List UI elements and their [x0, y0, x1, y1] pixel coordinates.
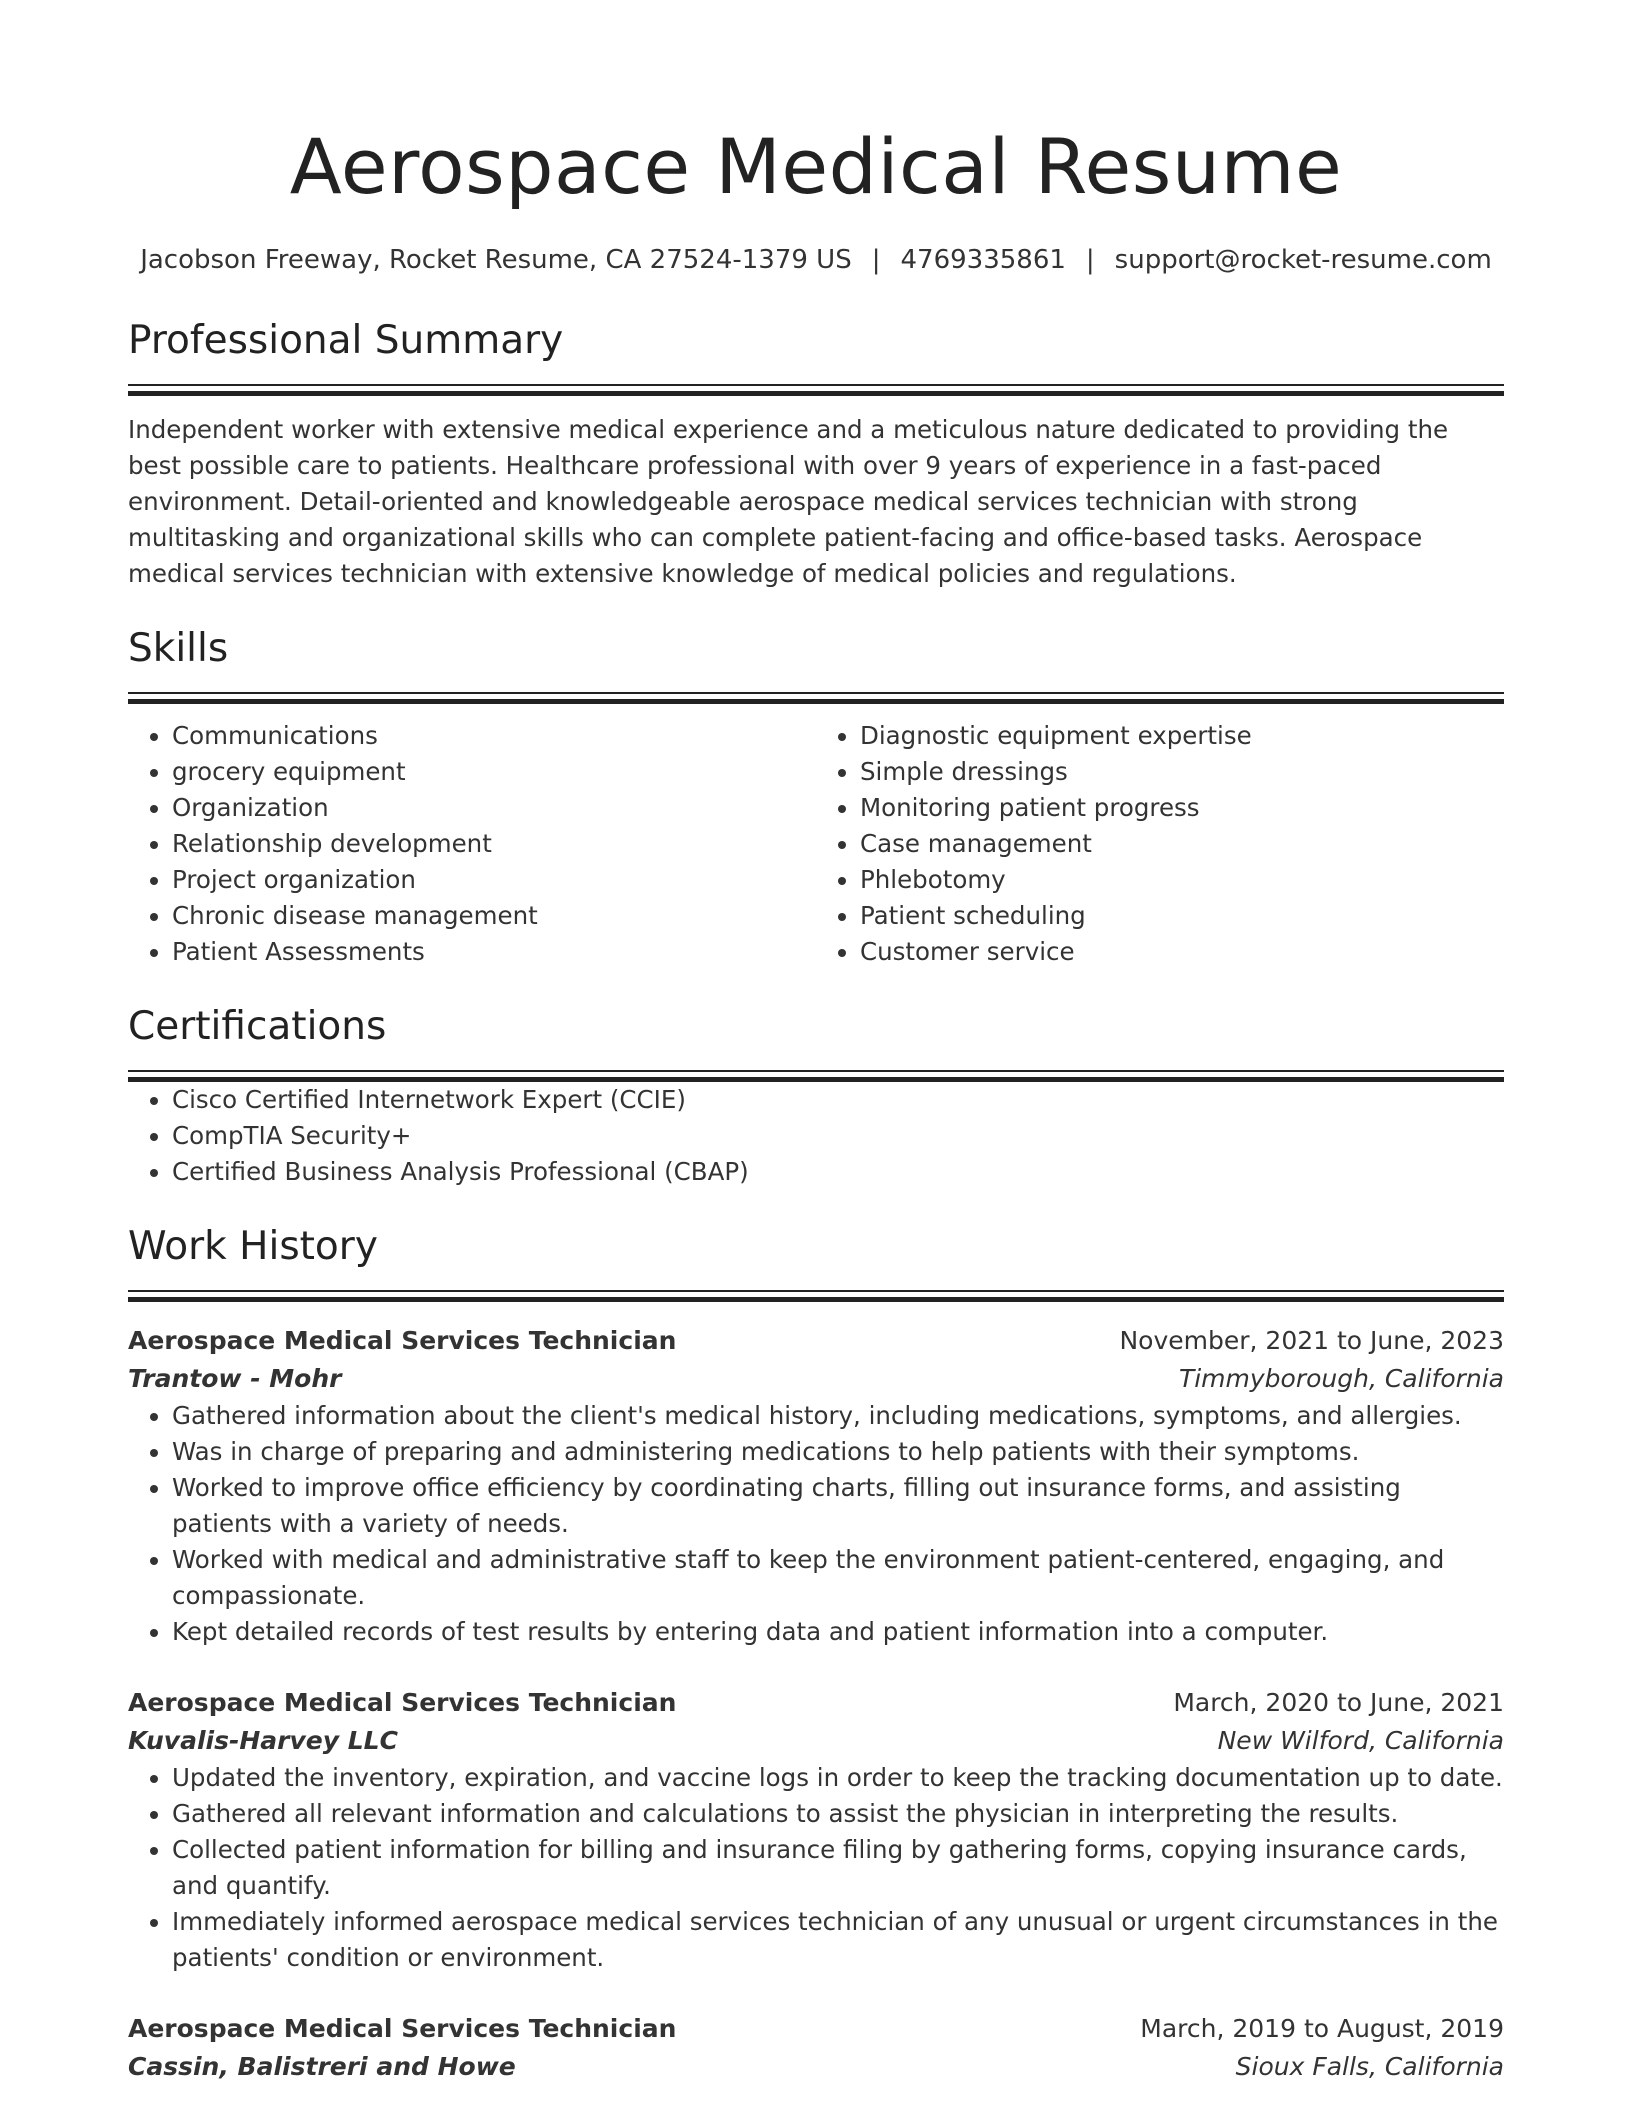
skills-grid	[128, 718, 1504, 970]
job-duty: • Gathered information about the client's medical history, including medications, symptoms, and allergies.	[172, 1398, 1504, 1434]
skill-item: • Project organization	[172, 862, 816, 898]
job-entry	[128, 1684, 1504, 1976]
job-duties-list	[128, 1760, 1504, 1976]
job-company: Trantow - Mohr	[128, 1364, 342, 1393]
job-duty: • Worked with medical and administrative staff to keep the environment patient-centered, engaging, and compassionate.	[172, 1542, 1504, 1614]
job-duty: • Collected patient information for billing and insurance filing by gathering forms, copying insurance cards, and quantify.	[172, 1832, 1504, 1904]
job-title: Aerospace Medical Services Technician	[128, 2014, 677, 2043]
contact-separator: |	[1085, 245, 1095, 275]
job-duty: • Gathered all relevant information and calculations to assist the physician in interpreting the results.	[172, 1796, 1504, 1832]
skill-item: • Chronic disease management	[172, 898, 816, 934]
skills-column-left	[128, 718, 816, 970]
skills-list-left	[128, 718, 816, 970]
certification-item: • Cisco Certified Internetwork Expert (CCIE)	[172, 1082, 1504, 1118]
job-location: New Wilford, California	[1217, 1726, 1504, 1755]
job-duty: • Was in charge of preparing and administering medications to help patients with their symptoms.	[172, 1434, 1504, 1470]
job-company-row	[128, 1722, 1504, 1760]
job-header-row	[128, 2010, 1504, 2048]
skill-item: • Monitoring patient progress	[860, 790, 1504, 826]
certifications-section	[128, 1002, 1504, 1190]
job-company: Kuvalis-Harvey LLC	[128, 1726, 398, 1755]
skill-item: • Relationship development	[172, 826, 816, 862]
job-duties-list	[128, 1398, 1504, 1650]
skill-item: • Case management	[860, 826, 1504, 862]
certification-item: • CompTIA Security+	[172, 1118, 1504, 1154]
job-duty: • Worked to improve office efficiency by coordinating charts, filling out insurance forms, and assisting patients with a variety of needs.	[172, 1470, 1504, 1542]
job-duty: • Updated the inventory, expiration, and vaccine logs in order to keep the tracking documentation up to date.	[172, 1760, 1504, 1796]
contact-line	[128, 242, 1504, 278]
section-divider	[128, 384, 1504, 396]
job-location: Sioux Falls, California	[1235, 2052, 1504, 2081]
skill-item: • Simple dressings	[860, 754, 1504, 790]
contact-phone: 4769335861	[900, 245, 1066, 275]
job-header-row	[128, 1684, 1504, 1722]
job-duty: • Kept detailed records of test results by entering data and patient information into a computer.	[172, 1614, 1504, 1650]
job-entry	[128, 2010, 1504, 2086]
job-dates: March, 2019 to August, 2019	[1140, 2014, 1504, 2043]
skill-item: • Diagnostic equipment expertise	[860, 718, 1504, 754]
skill-item: • Communications	[172, 718, 816, 754]
contact-address: Jacobson Freeway, Rocket Resume, CA 27524-1379 US	[140, 245, 852, 275]
skill-item: • Organization	[172, 790, 816, 826]
resume-title: Aerospace Medical Resume	[289, 122, 1343, 211]
job-company-row	[128, 1360, 1504, 1398]
skills-section	[128, 624, 1504, 970]
section-divider	[128, 692, 1504, 704]
section-divider	[128, 1070, 1504, 1082]
skills-heading: Skills	[128, 626, 229, 671]
contact-separator: |	[871, 245, 881, 275]
job-entry	[128, 1322, 1504, 1650]
certifications-list	[128, 1082, 1504, 1190]
work-history-heading: Work History	[128, 1224, 378, 1269]
skill-item: • Phlebotomy	[860, 862, 1504, 898]
job-dates: November, 2021 to June, 2023	[1119, 1326, 1504, 1355]
contact-email: support@rocket-resume.com	[1114, 245, 1492, 275]
summary-section	[128, 316, 1504, 592]
job-location: Timmyborough, California	[1178, 1364, 1504, 1393]
job-company: Cassin, Balistreri and Howe	[128, 2052, 516, 2081]
section-divider	[128, 1290, 1504, 1302]
job-header-row	[128, 1322, 1504, 1360]
skill-item: • grocery equipment	[172, 754, 816, 790]
certifications-heading: Certifications	[128, 1004, 387, 1049]
job-title: Aerospace Medical Services Technician	[128, 1688, 677, 1717]
job-duty: • Immediately informed aerospace medical services technician of any unusual or urgent circumstances in the patients' condition or environment.	[172, 1904, 1504, 1976]
skill-item: • Patient scheduling	[860, 898, 1504, 934]
job-company-row	[128, 2048, 1504, 2086]
skills-list-right	[816, 718, 1504, 970]
skills-column-right	[816, 718, 1504, 970]
summary-text: Independent worker with extensive medical experience and a meticulous nature dedicated to providing the best possible care to patients. Healthcare professional with over 9 years of experience in a fast-paced environment. Detail-oriented and knowledgeable aerospace medical services technician with strong multitasking and organizational skills who can complete patient-facing and office-based tasks. Aerospace medical services technician with extensive knowledge of medical policies and regulations.	[128, 415, 1449, 588]
job-title: Aerospace Medical Services Technician	[128, 1326, 677, 1355]
work-history-section	[128, 1222, 1504, 2086]
certification-item: • Certified Business Analysis Professional (CBAP)	[172, 1154, 1504, 1190]
job-dates: March, 2020 to June, 2021	[1173, 1688, 1504, 1717]
skill-item: • Customer service	[860, 934, 1504, 970]
skill-item: • Patient Assessments	[172, 934, 816, 970]
summary-heading: Professional Summary	[128, 318, 564, 363]
